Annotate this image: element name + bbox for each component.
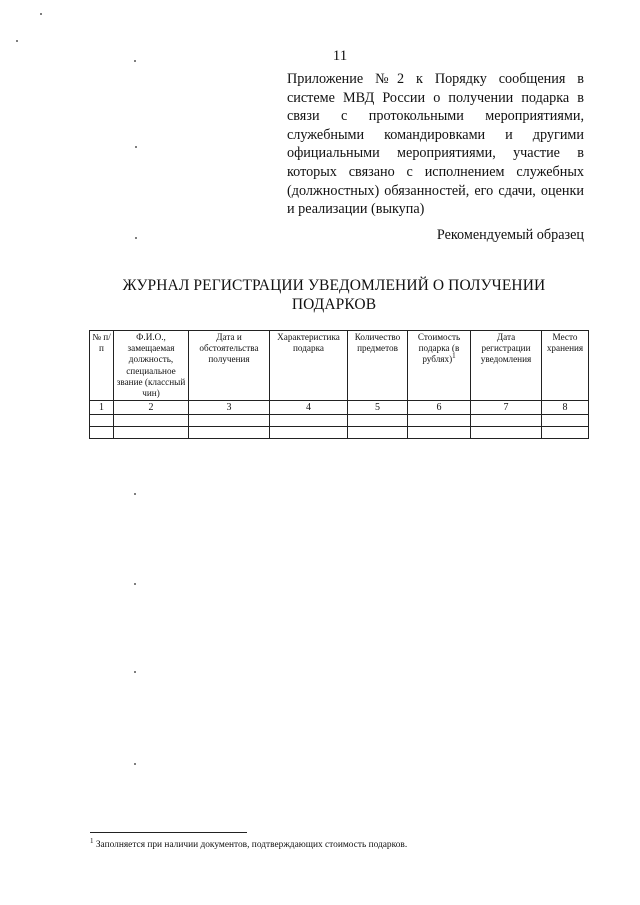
column-number: 1 bbox=[90, 401, 114, 415]
scan-speck bbox=[134, 583, 136, 585]
table-cell bbox=[408, 427, 471, 439]
column-number: 3 bbox=[189, 401, 270, 415]
table-cell bbox=[542, 415, 589, 427]
scan-speck bbox=[134, 60, 136, 62]
header-cost-label: Стоимость подарка (в рублях) bbox=[417, 332, 461, 365]
footnote bbox=[90, 836, 590, 851]
journal-title: ЖУРНАЛ РЕГИСТРАЦИИ УВЕДОМЛЕНИЙ О ПОЛУЧЕНИИ ПОДАРКОВ bbox=[122, 277, 546, 313]
table-cell bbox=[471, 427, 542, 439]
page-number: 11 bbox=[332, 48, 348, 64]
table-cell bbox=[114, 415, 189, 427]
table-cell bbox=[408, 415, 471, 427]
header-name-position: Ф.И.О., замещаемая должность, специальное звание (классный чин) bbox=[114, 331, 189, 401]
table-cell bbox=[114, 427, 189, 439]
table-cell bbox=[90, 427, 114, 439]
scan-speck bbox=[134, 763, 136, 765]
table-cell bbox=[542, 427, 589, 439]
column-number: 8 bbox=[542, 401, 589, 415]
header-quantity: Количество предметов bbox=[348, 331, 408, 401]
header-registration-date: Дата регистрации уведомления bbox=[471, 331, 542, 401]
footnote-mark: 1 bbox=[452, 352, 456, 361]
registration-journal-table bbox=[89, 330, 589, 439]
column-number: 5 bbox=[348, 401, 408, 415]
table-cell bbox=[348, 415, 408, 427]
appendix-heading: Приложение №2 к Порядку сообщения в системе МВД России о получении подарка в связи с протокольными мероприятиями, служебными командировками и другими официальными мероприятиями, участие в которых связано с исполнением служебных (должностных) обязанностей, его сдачи, оценки и реализации (выкупа) bbox=[287, 71, 584, 218]
scan-speck bbox=[134, 493, 136, 495]
table-cell bbox=[471, 415, 542, 427]
table-row bbox=[90, 415, 589, 427]
scan-speck bbox=[134, 671, 136, 673]
footnote-marker: 1 bbox=[90, 836, 94, 845]
table-cell bbox=[270, 415, 348, 427]
column-number: 6 bbox=[408, 401, 471, 415]
header-date-circumstances: Дата и обстоятельства получения bbox=[189, 331, 270, 401]
column-number: 7 bbox=[471, 401, 542, 415]
footnote-text: Заполняется при наличии документов, подтверждающих стоимость подарков. bbox=[95, 840, 408, 850]
scan-speck bbox=[135, 146, 137, 148]
header-gift-description: Характеристика подарка bbox=[270, 331, 348, 401]
scan-speck bbox=[16, 40, 18, 42]
table-cell bbox=[189, 415, 270, 427]
header-storage-place: Место хранения bbox=[542, 331, 589, 401]
table-cell bbox=[90, 415, 114, 427]
column-number: 2 bbox=[114, 401, 189, 415]
scan-speck bbox=[40, 13, 42, 15]
header-cost bbox=[408, 331, 471, 401]
table-row bbox=[90, 427, 589, 439]
column-number-row bbox=[90, 401, 589, 415]
column-number: 4 bbox=[270, 401, 348, 415]
table-cell bbox=[270, 427, 348, 439]
footnote-divider bbox=[90, 832, 247, 833]
table-cell bbox=[189, 427, 270, 439]
table-header-row bbox=[90, 331, 589, 401]
scan-speck bbox=[135, 237, 137, 239]
recommended-sample-label: Рекомендуемый образец bbox=[436, 227, 584, 243]
header-index: № п/п bbox=[90, 331, 114, 401]
table-cell bbox=[348, 427, 408, 439]
